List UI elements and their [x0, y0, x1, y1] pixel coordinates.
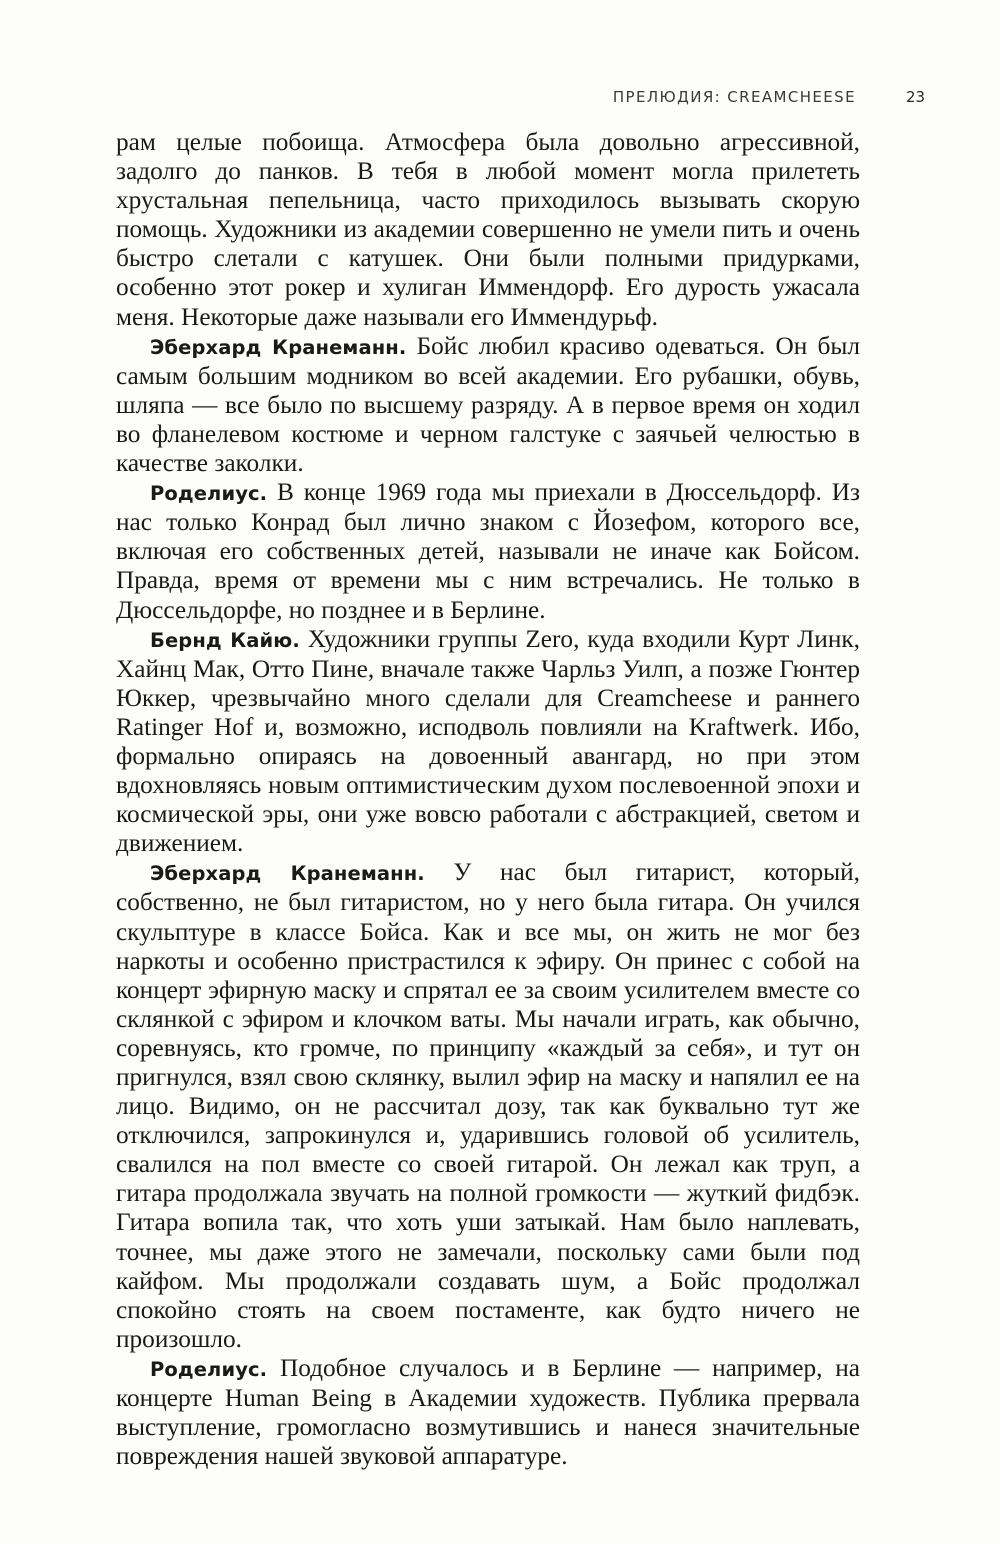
speaker-name: Эберхард Кранеманн.	[150, 335, 407, 359]
speaker-name: Эберхард Кранеманн.	[150, 862, 425, 886]
paragraph-continuation	[116, 128, 860, 332]
speaker-name: Роделиус.	[150, 1357, 268, 1381]
paragraph-kaiyu	[116, 625, 860, 859]
speaker-name: Роделиус.	[150, 482, 268, 506]
paragraph-text: рам целые побоища. Атмосфера была довольно агрессивной, задолго до панков. В тебя в любой момент могла прилететь хрустальная пепельница, часто приходилось вызывать скорую помощь. Художники из академии совершенно не умели пить и очень быстро слетали с катушек. Они были полными придурками, особенно этот рокер и хулиган Иммендорф. Его дурость ужасала меня. Некоторые даже называли его Иммендурьф.	[116, 128, 860, 331]
speaker-name: Бернд Кайю.	[150, 628, 300, 652]
paragraph-text: Подобное случалось и в Берлине — например, на концерте Human Being в Академии художеств. Публика прервала выступление, громогласно возмутившись и нанеся значительные повреждения нашей звуковой аппаратуре.	[116, 1353, 860, 1471]
paragraph-text: В конце 1969 года мы приехали в Дюссельдорф. Из нас только Конрад был лично знаком с Йозефом, которого все, включая его собственных детей, называли не иначе как Бойсом. Правда, время от времени мы с ним встречались. Не только в Дюссельдорфе, но позднее и в Берлине.	[116, 478, 860, 624]
running-title: ПРЕЛЮДИЯ: CREAMCHEESE	[612, 88, 856, 106]
paragraph-rodelius-1	[116, 478, 860, 624]
paragraph-rodelius-2	[116, 1354, 860, 1471]
page-number: 23	[906, 88, 926, 106]
body-text	[116, 128, 860, 1471]
paragraph-text: Бойс любил красиво одеваться. Он был самым большим модником во всей академии. Его рубашки, обувь, шляпа — все было по высшему разряду. А в первое время он ходил во фланелевом костюме и черном галстуке с заячьей челюстью в качестве заколки.	[116, 331, 860, 478]
paragraph-text: У нас был гитарист, который, собственно, не был гитаристом, но у него была гитара. Он учился скульптуре в классе Бойса. Как и все мы, он жить не мог без наркоты и особенно пристрастился к эфиру. Он принес с собой на концерт эфирную маску и спрятал ее за своим усилителем вместе со склянкой с эфиром и клочком ваты. Мы начали играть, как обычно, соревнуясь, кто громче, по принципу «каждый за себя», и тут он пригнулся, взял свою склянку, вылил эфир на маску и напялил ее на лицо. Видимо, он не рассчитал дозу, так как буквально тут же отключился, запрокинулся и, ударившись головой об усилитель, свалился на пол вместе со своей гитарой. Он лежал как труп, а гитара продолжала звучать на полной громкости — жуткий фидбэк. Гитара вопила так, что хоть уши затыкай. Нам было наплевать, точнее, мы даже этого не замечали, поскольку сами были под кайфом. Мы продолжали создавать шум, а Бойс продолжал спокойно стоять на своем постаменте, как будто ничего не произошло.	[116, 858, 860, 1353]
paragraph-text: Художники группы Zero, куда входили Курт Линк, Хайнц Мак, Отто Пине, вначале также Чарльз Уилп, а позже Гюнтер Юккер, чрезвычайно много сделали для Creamcheese и раннего Ratinger Hof и, возможно, исподволь повлияли на Kraftwerk. Ибо, формально опираясь на довоенный авангард, но при этом вдохновляясь новым оптимистическим духом послевоенной эпохи и космической эры, они уже вовсю работали с абстракцией, светом и движением.	[116, 624, 860, 858]
paragraph-kranemann-2	[116, 858, 860, 1354]
paragraph-kranemann-1	[116, 332, 860, 478]
